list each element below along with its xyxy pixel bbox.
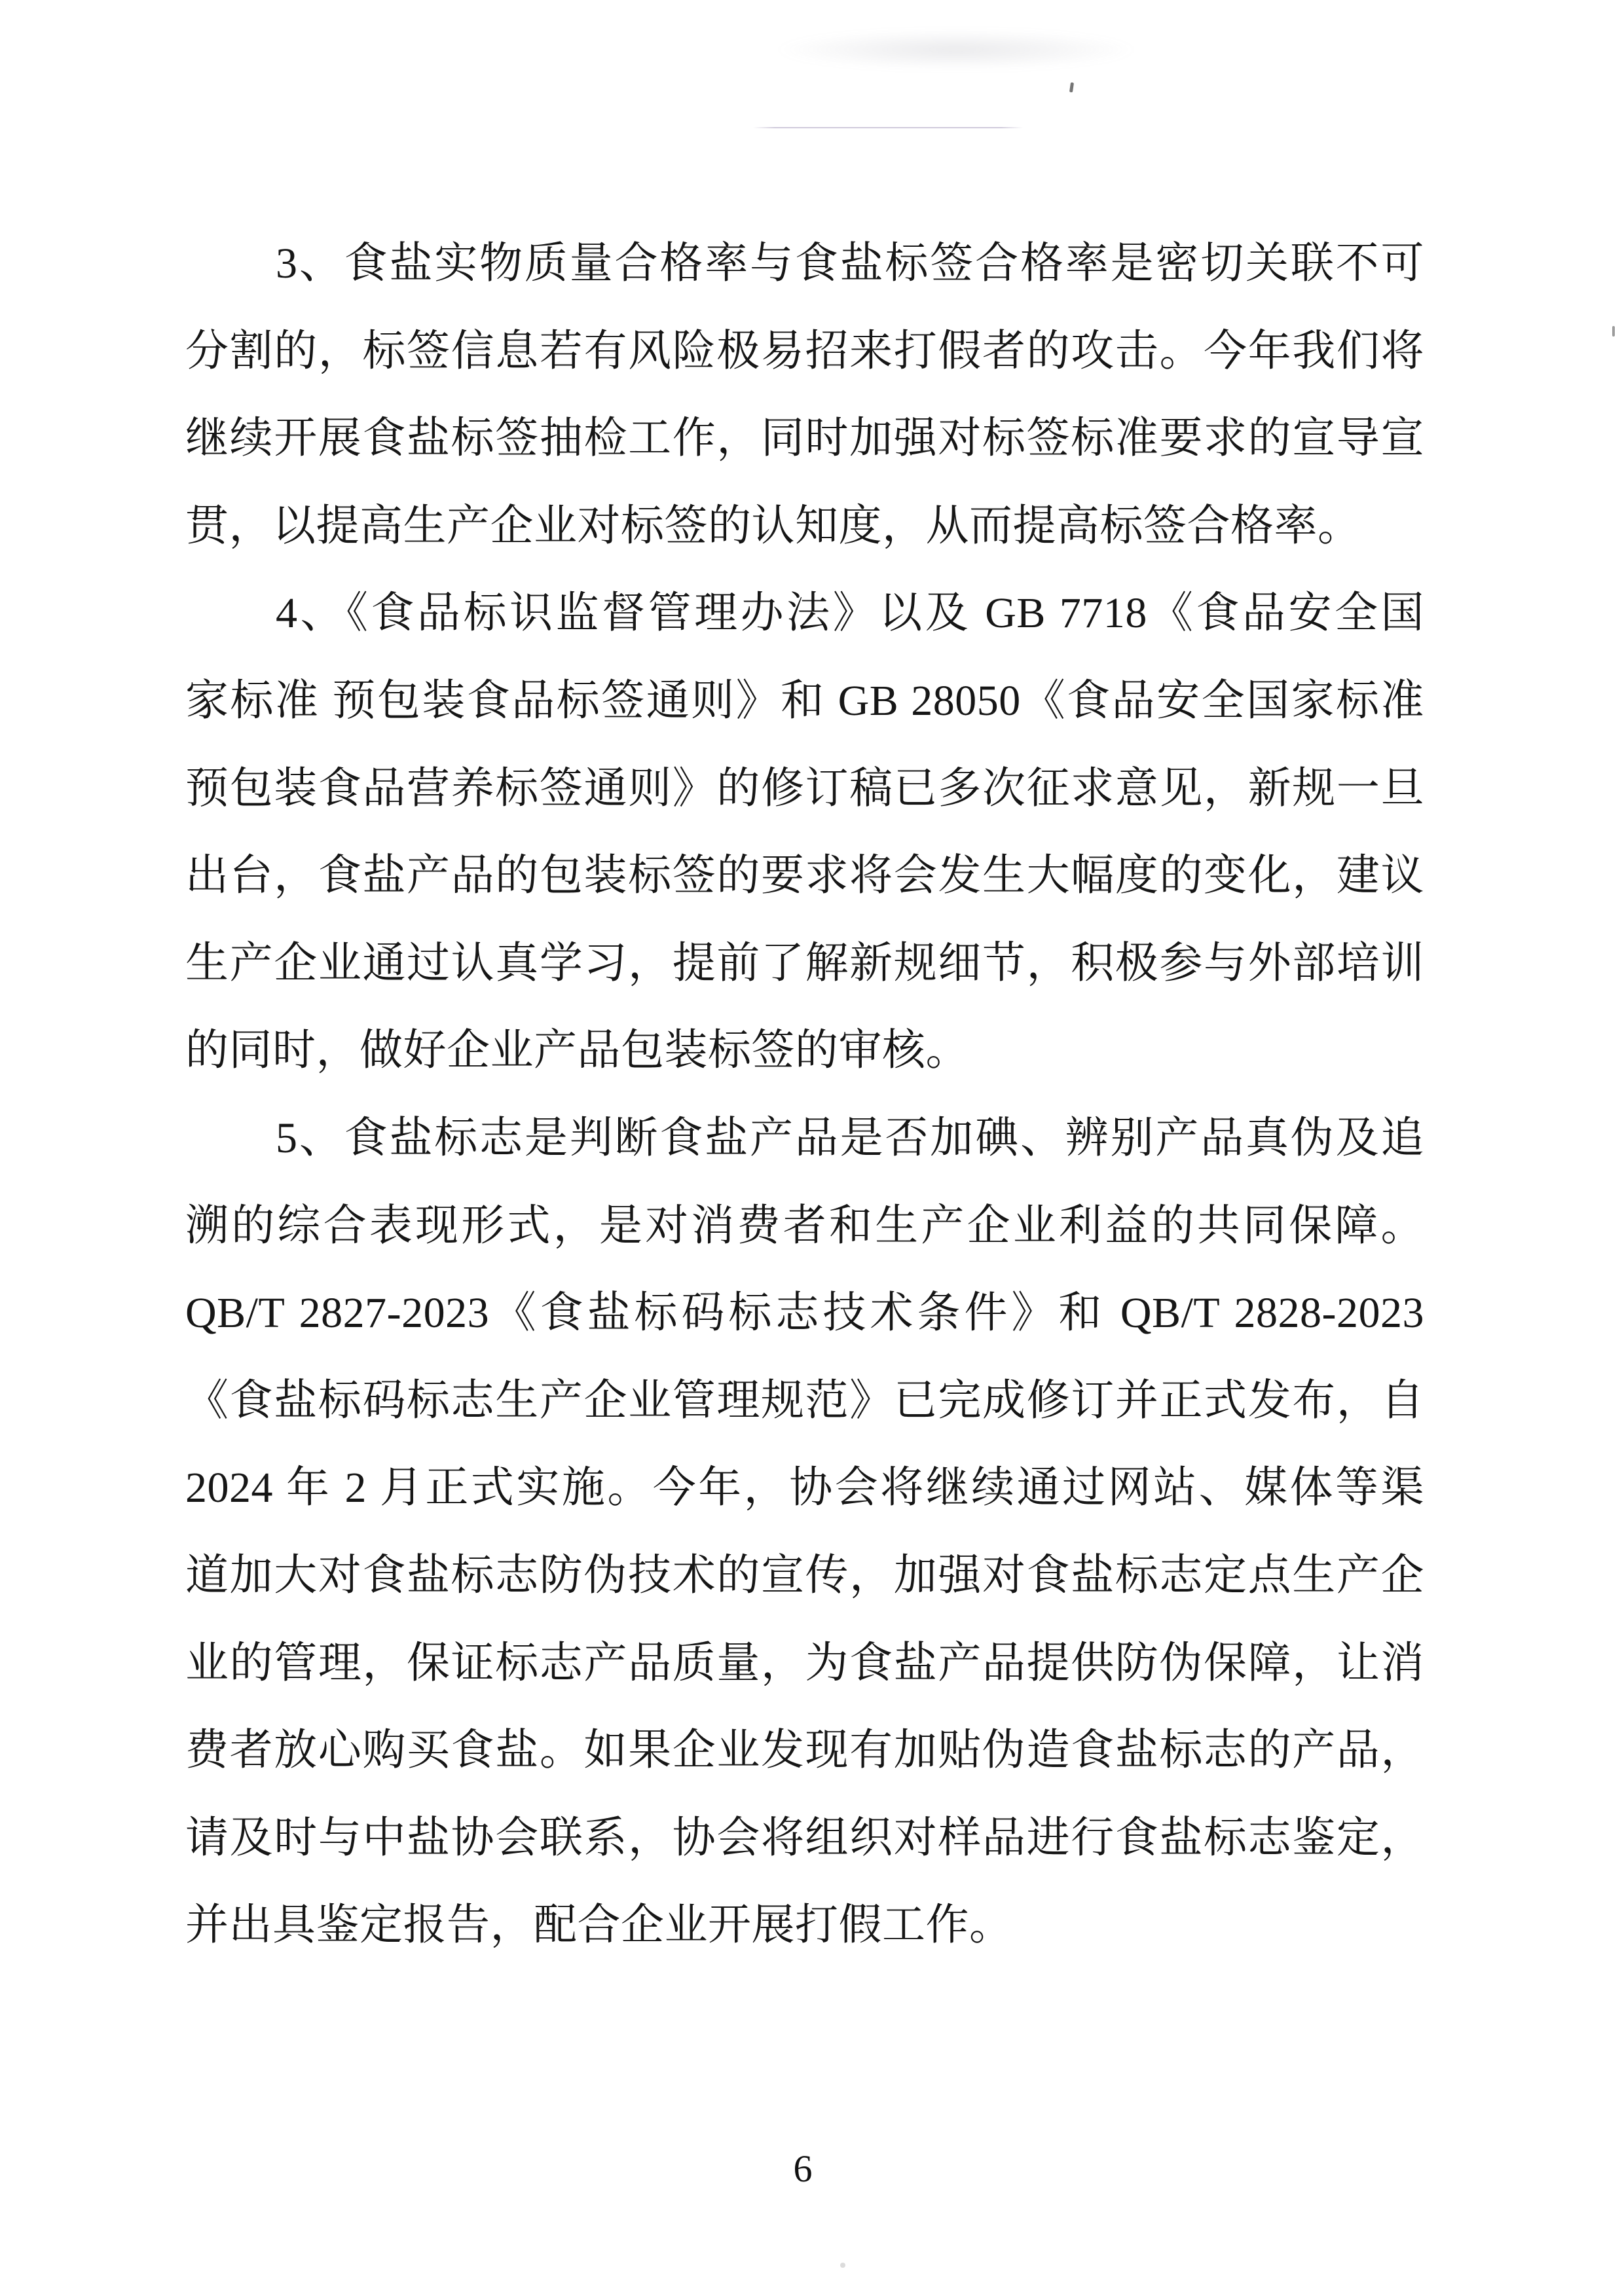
para-5 <box>185 1095 1424 1969</box>
text-line: QB/T 2827-2023《食盐标码标志技术条件》和 QB/T 2828-2023 <box>185 1289 1424 1338</box>
para-3 <box>185 220 1424 570</box>
scan-smudge-artifact <box>773 30 1139 69</box>
text-line: 费者放心购买食盐。如果企业发现有加贴伪造食盐标志的产品， <box>185 1726 1424 1775</box>
text-line: 溯的综合表现形式，是对消费者和生产企业利益的共同保障。 <box>185 1201 1424 1250</box>
text-line: 2024 年 2 月正式实施。今年，协会将继续通过网站、媒体等渠 <box>185 1464 1424 1512</box>
text-line: 的同时，做好企业产品包装标签的审核。 <box>185 1027 969 1075</box>
text-line: 分割的，标签信息若有风险极易招来打假者的攻击。今年我们将 <box>185 327 1424 375</box>
text-line: 4、《食品标识监督管理办法》以及 GB 7718《食品安全国 <box>276 589 1424 638</box>
text-line: 业的管理，保证标志产品质量，为食盐产品提供防伪保障，让消 <box>185 1639 1424 1687</box>
text-line: 贯，以提高生产企业对标签的认知度，从而提高标签合格率。 <box>185 501 1361 550</box>
text-line: 5、食盐标志是判断食盐产品是否加碘、辨别产品真伪及追 <box>276 1114 1424 1162</box>
scan-speck-artifact <box>840 2263 845 2268</box>
text-line: 并出具鉴定报告，配合企业开展打假工作。 <box>185 1901 1013 1950</box>
document-text-block <box>185 220 1424 1969</box>
scan-speck-artifact <box>1069 82 1074 93</box>
text-line: 道加大对食盐标志防伪技术的宣传，加强对食盐标志定点生产企 <box>185 1551 1424 1599</box>
text-line: 预包装食品营养标签通则》的修订稿已多次征求意见，新规一旦 <box>185 764 1424 812</box>
text-line: 3、食盐实物质量合格率与食盐标签合格率是密切关联不可 <box>276 240 1424 287</box>
page-number: 6 <box>793 2147 813 2190</box>
text-line: 出台，食盐产品的包装标签的要求将会发生大幅度的变化，建议 <box>185 852 1424 900</box>
para-4 <box>185 570 1424 1095</box>
text-line: 家标准 预包装食品标签通则》和 GB 28050《食品安全国家标准 <box>185 676 1424 725</box>
text-line: 《食盐标码标志生产企业管理规范》已完成修订并正式发布，自 <box>185 1376 1424 1425</box>
text-line: 生产企业通过认真学习，提前了解新规细节，积极参与外部培训 <box>185 939 1424 987</box>
scan-hairline-artifact <box>753 127 1023 128</box>
scan-speck-artifact <box>1612 326 1615 337</box>
text-line: 请及时与中盐协会联系，协会将组织对样品进行食盐标志鉴定， <box>185 1813 1424 1862</box>
text-line: 继续开展食盐标签抽检工作，同时加强对标签标准要求的宣导宣 <box>185 414 1424 463</box>
